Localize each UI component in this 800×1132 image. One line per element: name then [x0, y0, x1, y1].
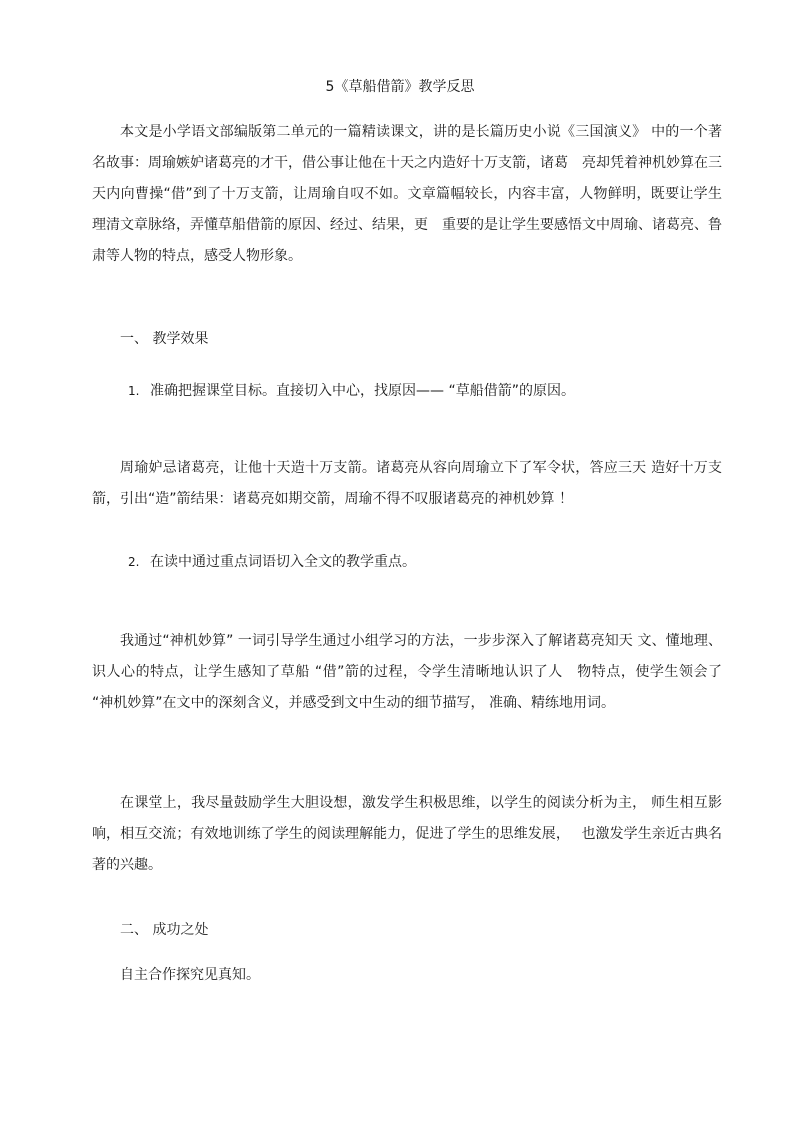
- point-1-text: 准确把握课堂目标。直接切入中心，找原因—— “草船借箭”的原因。: [150, 383, 575, 399]
- point-2-number: 2.: [128, 555, 140, 569]
- point-1-number: 1.: [128, 384, 140, 398]
- point-2-text: 在读中通过重点词语切入全文的教学重点。: [150, 554, 416, 570]
- intro-paragraph: 本文是小学语文部编版第二单元的一篇精读课文，讲的是长篇历史小说《三国演义》 中的一个著名故事：周瑜嫉妒诸葛亮的才干，借公事让他在十天之内造好十万支箭，诸葛 亮却凭着神机妙算在三天内向曹操“借”到了十万支箭，让周瑜自叹不如。文章篇幅较长，内容丰富，人物鲜明，既要让学生理清文章脉络，弄懂草船借箭的原因、经过、结果，更 重要的是让学生要感悟文中周瑜、诸葛亮、鲁肃等人物的特点，感受人物形象。: [92, 124, 722, 264]
- point-1: [128, 381, 575, 401]
- point-2-paragraph-2: 在课堂上，我尽量鼓励学生大胆设想，激发学生积极思维，以学生的阅读分析为主， 师生相互影响，相互交流；有效地训练了学生的阅读理解能力，促进了学生的思维发展， 也激发学生亲近古典名著的兴趣。: [92, 795, 722, 873]
- point-2: [128, 552, 416, 572]
- section-heading-success: 二、 成功之处: [120, 922, 209, 938]
- section-heading-teaching-effect: 一、 教学效果: [120, 331, 209, 347]
- document-title: 5《草船借箭》教学反思: [325, 79, 475, 95]
- point-1-paragraph: 周瑜妒忌诸葛亮，让他十天造十万支箭。诸葛亮从容向周瑜立下了军令状，答应三天 造好十万支箭，引出“造”箭结果：诸葛亮如期交箭，周瑜不得不叹服诸葛亮的神机妙算 ！: [92, 460, 722, 507]
- point-2-paragraph-1: 我通过“神机妙算” 一词引导学生通过小组学习的方法，一步步深入了解诸葛亮知天 文、懂地理、识人心的特点，让学生感知了草船 “借”箭的过程，令学生清晰地认识了人 物特点，使学生领会了 “神机妙算”在文中的深刻含义，并感受到文中生动的细节描写， 准确、精练地用词。: [92, 633, 722, 711]
- section-2-paragraph: 自主合作探究见真知。: [120, 967, 260, 983]
